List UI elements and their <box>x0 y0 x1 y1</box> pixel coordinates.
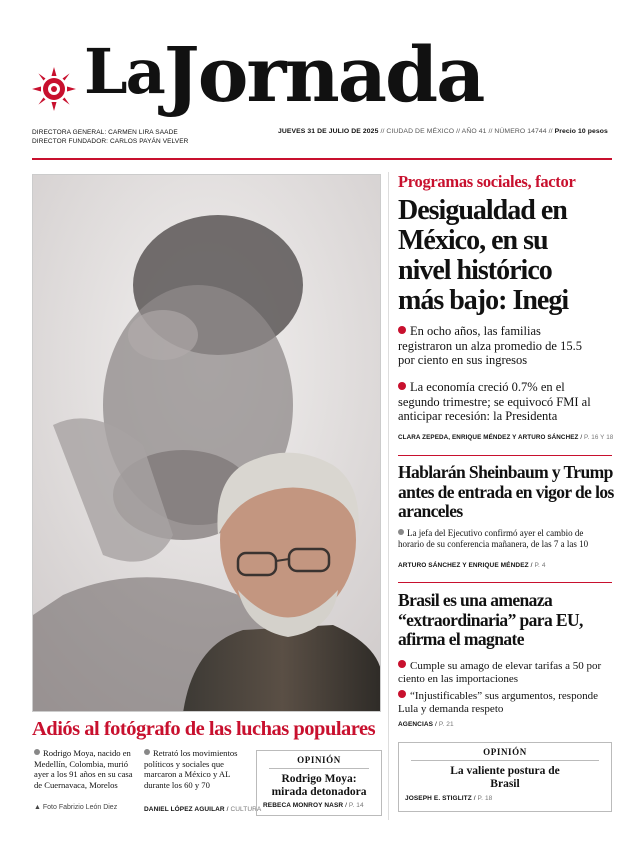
directora-general: DIRECTORA GENERAL: CARMEN LIRA SAADE <box>32 129 178 136</box>
story3-bullet-1: Cumple su amago de elevar tarifas a 50 por ciento en las importaciones <box>398 660 602 685</box>
dateline <box>278 128 608 135</box>
opinion-author: REBECA MONROY NASR / P. 14 <box>263 802 364 809</box>
story3-bullet-2: “Injustificables” sus argumentos, responde Lula y demanda respeto <box>398 690 598 715</box>
masthead-title-jornada: Jornada <box>163 30 484 119</box>
opinion-label: OPINIÓN <box>269 755 369 769</box>
masthead-title-la: La <box>84 35 164 108</box>
opinion-box-2[interactable] <box>398 742 612 812</box>
director-fundador: DIRECTOR FUNDADOR: CARLOS PAYÁN VELVER <box>32 138 189 145</box>
bullet-dot <box>398 382 406 390</box>
opinion-box-1[interactable] <box>256 750 382 816</box>
story3-headline[interactable]: Brasil es una amenaza “extraordinaria” para EU, afirma el magnate <box>398 590 583 649</box>
rule-2 <box>398 582 612 583</box>
story2-byline: ARTURO SÁNCHEZ Y ENRIQUE MÉNDEZ / P. 4 <box>398 562 546 569</box>
lead-kicker: Programas sociales, factor <box>398 172 576 191</box>
lead-headline[interactable]: Desigualdad en México, en su nivel histórico más bajo: Inegi <box>398 195 569 316</box>
story2-headline[interactable]: Hablarán Sheinbaum y Trump antes de entrada en vigor de los aranceles <box>398 462 614 521</box>
lead-bullet-1: En ocho años, las familias registraron un alza promedio de 15.5 por ciento en sus ingresos <box>398 324 582 367</box>
dateline-details: // CIUDAD DE MÉXICO // AÑO 41 // NÚMERO 14744 // <box>380 128 553 135</box>
opinion-author: JOSEPH E. STIGLITZ / P. 18 <box>405 795 493 802</box>
column-divider <box>388 172 389 820</box>
opinion-label: OPINIÓN <box>411 747 599 761</box>
photo-story-bullet-1: Rodrigo Moya, nacido en Medellín, Colombia, murió ayer a los 91 años en su casa de Cuernavaca, Morelos <box>34 748 133 790</box>
bullet-dot <box>398 690 406 698</box>
photo-story-headline[interactable]: Adiós al fotógrafo de las luchas populares <box>32 718 376 740</box>
masthead-rule <box>32 158 612 160</box>
photo-image <box>33 175 381 712</box>
story2-bullet-1: La jefa del Ejecutivo confirmó ayer el cambio de horario de su conferencia mañanera, de las 7 a las 10 <box>398 528 589 549</box>
opinion-title: La valiente postura de Brasil <box>450 765 560 790</box>
masthead-title <box>84 30 483 130</box>
lead-bullet-2: La economía creció 0.7% en el segundo trimestre; se equivocó FMI al anticipar recesión: la Presidenta <box>398 380 591 423</box>
main-photo <box>32 174 381 712</box>
lead-byline: CLARA ZEPEDA, ENRIQUE MÉNDEZ Y ARTURO SÁNCHEZ / P. 16 Y 18 <box>398 434 614 441</box>
bullet-dot <box>398 529 404 535</box>
price: Precio 10 pesos <box>554 128 608 135</box>
bullet-dot <box>34 749 40 755</box>
photo-story-byline: DANIEL LÓPEZ AGUILAR / CULTURA <box>144 806 262 813</box>
opinion-title: Rodrigo Moya: mirada detonadora <box>271 773 367 798</box>
bullet-dot <box>398 660 406 668</box>
logo-sun-icon <box>32 67 76 111</box>
camera-icon: ▲ <box>34 804 41 811</box>
bullet-dot <box>398 326 406 334</box>
bullet-dot <box>144 749 150 755</box>
story3-byline: AGENCIAS / P. 21 <box>398 721 454 728</box>
masthead <box>30 30 612 158</box>
rule-1 <box>398 455 612 456</box>
photo-story-bullet-2: Retrató los movimientos políticos y sociales que marcaron a México y AL durante los 60 y 70 <box>144 748 238 790</box>
dateline-date: JUEVES 31 DE JULIO DE 2025 <box>278 128 379 135</box>
photo-credit: ▲ Foto Fabrizio León Diez <box>34 804 118 811</box>
